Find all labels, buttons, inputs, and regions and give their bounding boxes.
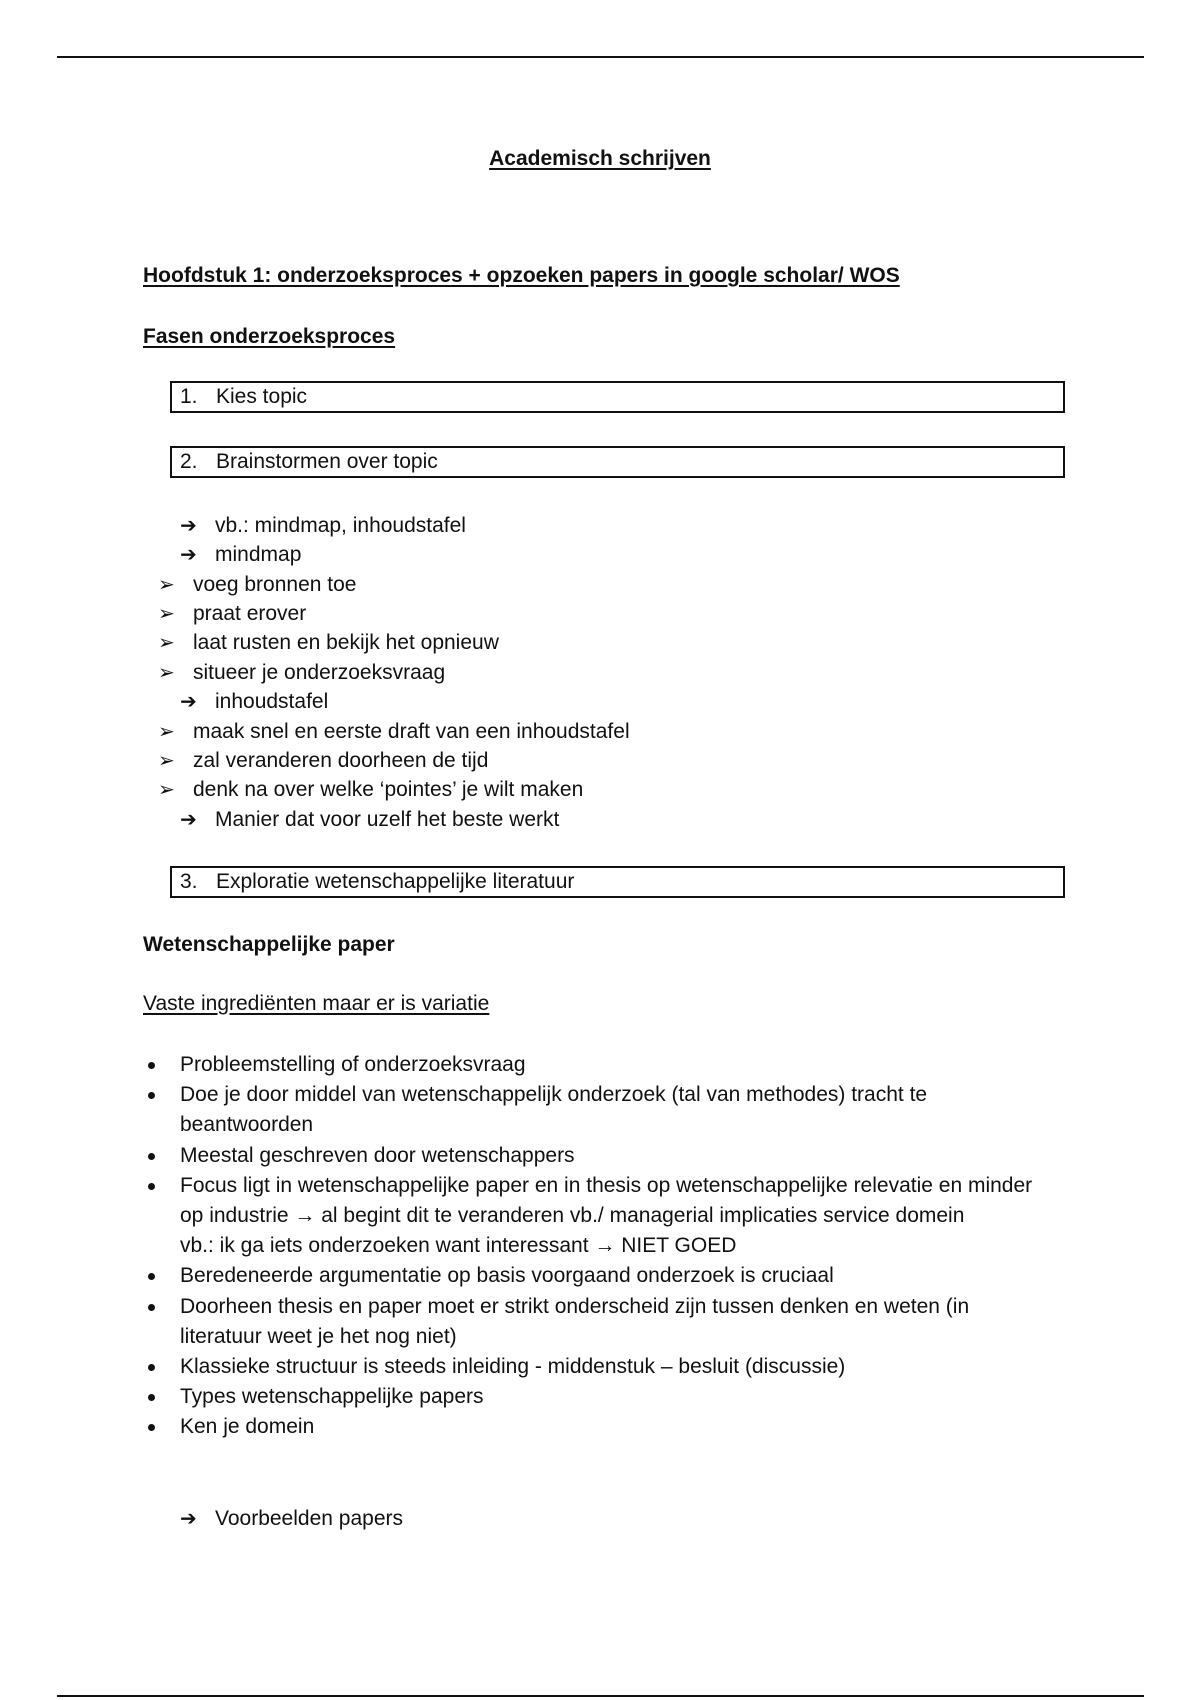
paper-bullet-list bbox=[143, 1050, 1043, 1443]
brainstorm-line: praat erover bbox=[193, 602, 307, 625]
chevron-bullet-icon: ➢ bbox=[158, 662, 175, 684]
section-phases-heading: Fasen onderzoeksproces bbox=[143, 325, 396, 348]
arrow-icon: ➔ bbox=[180, 1508, 197, 1530]
arrow-icon: ➔ bbox=[180, 809, 197, 831]
brainstorm-line: denk na over welke ‘pointes’ je wilt maken bbox=[193, 778, 584, 801]
list-item: Doe je door middel van wetenschappelijk onderzoek (tal van methodes) tracht te beantwoorden bbox=[143, 1080, 1043, 1140]
list-item: Doorheen thesis en paper moet er strikt onderscheid zijn tussen denken en weten (in literatuur weet je het nog niet) bbox=[143, 1292, 1043, 1352]
bullet-dot-icon bbox=[148, 1273, 155, 1280]
step-number: 3. bbox=[180, 870, 198, 893]
step-label: Exploratie wetenschappelijke literatuur bbox=[216, 870, 575, 893]
chapter-heading: Hoofdstuk 1: onderzoeksproces + opzoeken papers in google scholar/ WOS bbox=[143, 264, 900, 287]
step-label: Kies topic bbox=[216, 385, 308, 408]
bullet-dot-icon bbox=[148, 1062, 155, 1069]
brainstorm-line: situeer je onderzoeksvraag bbox=[193, 661, 446, 684]
bullet-dot-icon bbox=[148, 1092, 155, 1099]
step-box-2 bbox=[170, 446, 1065, 478]
document-title: Academisch schrijven bbox=[489, 147, 711, 170]
list-item: Types wetenschappelijke papers bbox=[143, 1382, 1043, 1412]
brainstorm-line: maak snel en eerste draft van een inhoudstafel bbox=[193, 720, 630, 743]
list-item: Focus ligt in wetenschappelijke paper en in thesis op wetenschappelijke relevatie en minder op industrie → al begint dit te veranderen vb./ managerial implicaties service domein vb.: ik ga iets onderzoeken want interessant → NIET GOED bbox=[143, 1171, 1043, 1262]
closing-arrow-text: Voorbeelden papers bbox=[215, 1507, 403, 1530]
brainstorm-line: Manier dat voor uzelf het beste werkt bbox=[215, 808, 560, 831]
brainstorm-line: laat rusten en bekijk het opnieuw bbox=[193, 631, 499, 654]
step-label: Brainstormen over topic bbox=[216, 450, 438, 473]
ingredients-subheading: Vaste ingrediënten maar er is variatie bbox=[143, 992, 490, 1015]
chevron-bullet-icon: ➢ bbox=[158, 750, 175, 772]
brainstorm-line: zal veranderen doorheen de tijd bbox=[193, 749, 489, 772]
list-item: Meestal geschreven door wetenschappers bbox=[143, 1141, 1043, 1171]
brainstorm-line: inhoudstafel bbox=[215, 690, 329, 713]
bullet-dot-icon bbox=[148, 1394, 155, 1401]
list-item: Ken je domein bbox=[143, 1412, 1043, 1442]
bullet-dot-icon bbox=[148, 1183, 155, 1190]
chevron-bullet-icon: ➢ bbox=[158, 603, 175, 625]
step-box-3 bbox=[170, 866, 1065, 898]
step-number: 2. bbox=[180, 450, 198, 473]
top-rule bbox=[57, 56, 1144, 58]
chevron-bullet-icon: ➢ bbox=[158, 632, 175, 654]
list-item: Beredeneerde argumentatie op basis voorgaand onderzoek is cruciaal bbox=[143, 1261, 1043, 1291]
bullet-dot-icon bbox=[148, 1153, 155, 1160]
arrow-icon: ➔ bbox=[180, 691, 197, 713]
bullet-dot-icon bbox=[148, 1364, 155, 1371]
brainstorm-line: mindmap bbox=[215, 543, 302, 566]
chevron-bullet-icon: ➢ bbox=[158, 574, 175, 596]
chevron-bullet-icon: ➢ bbox=[158, 721, 175, 743]
list-item: Klassieke structuur is steeds inleiding - middenstuk – besluit (discussie) bbox=[143, 1352, 1043, 1382]
section-paper-heading: Wetenschappelijke paper bbox=[143, 933, 395, 956]
bottom-rule bbox=[57, 1695, 1144, 1697]
arrow-icon: ➔ bbox=[180, 515, 197, 537]
chevron-bullet-icon: ➢ bbox=[158, 779, 175, 801]
bullet-dot-icon bbox=[148, 1424, 155, 1431]
arrow-icon: ➔ bbox=[180, 544, 197, 566]
step-box-1 bbox=[170, 381, 1065, 413]
brainstorm-line: voeg bronnen toe bbox=[193, 573, 357, 596]
step-number: 1. bbox=[180, 385, 198, 408]
list-item: Probleemstelling of onderzoeksvraag bbox=[143, 1050, 1043, 1080]
focus-example-line: vb.: ik ga iets onderzoeken want interessant → NIET GOED bbox=[180, 1234, 737, 1258]
bullet-dot-icon bbox=[148, 1304, 155, 1311]
brainstorm-line: vb.: mindmap, inhoudstafel bbox=[215, 514, 466, 537]
